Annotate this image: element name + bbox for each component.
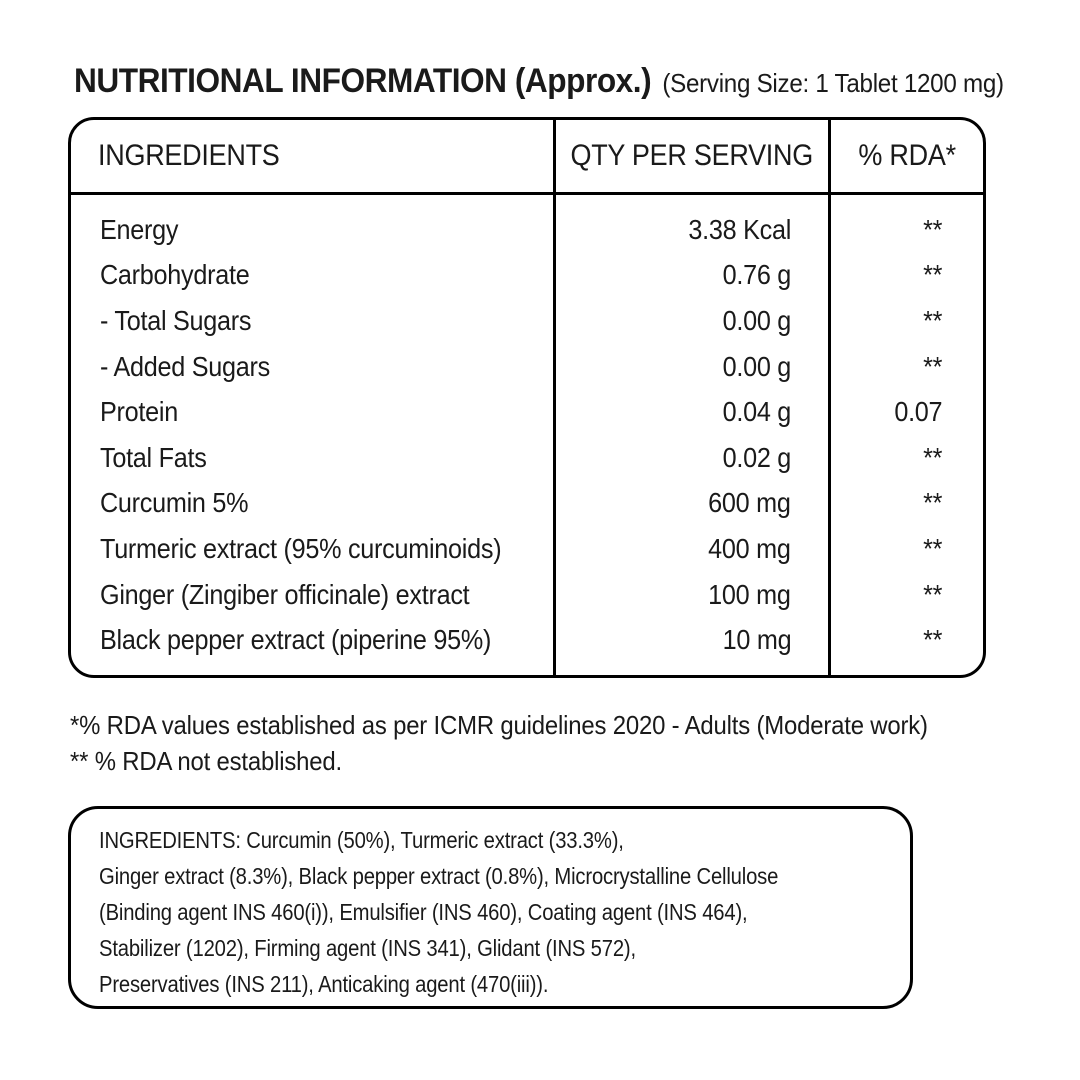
ingredient-cell: Energy: [100, 213, 179, 245]
qty-cell: 0.00 g: [553, 298, 828, 344]
table-spacer: [553, 195, 828, 207]
footnote-rda-established: *% RDA values established as per ICMR guidelines 2020 - Adults (Moderate work): [70, 710, 928, 740]
col-header-qty-per-serving: QTY PER SERVING: [553, 120, 828, 195]
rda-cell: **: [828, 344, 983, 390]
table-spacer: [71, 663, 553, 675]
ingredients-line: (Binding agent INS 460(i)), Emulsifier (INS 460), Coating agent (INS 464),: [99, 899, 748, 925]
qty-cell: 100 mg: [553, 572, 828, 618]
table-spacer: [828, 663, 983, 675]
ingredient-cell: Carbohydrate: [100, 259, 250, 291]
qty-cell: 0.76 g: [553, 253, 828, 299]
rda-cell: 0.07: [828, 389, 983, 435]
ingredients-line: INGREDIENTS: Curcumin (50%), Turmeric extract (33.3%),: [99, 827, 624, 853]
rda-cell: **: [828, 481, 983, 527]
ingredients-box: [68, 806, 913, 1009]
table-spacer: [828, 195, 983, 207]
footnote-rda-not-established: ** % RDA not established.: [70, 746, 342, 776]
qty-cell: 10 mg: [553, 617, 828, 663]
rda-cell: **: [828, 298, 983, 344]
ingredients-line: Ginger extract (8.3%), Black pepper extract (0.8%), Microcrystalline Cellulose: [99, 863, 779, 889]
qty-cell: 0.04 g: [553, 389, 828, 435]
nutrition-table: [68, 117, 986, 678]
ingredient-cell: Black pepper extract (piperine 95%): [100, 624, 492, 656]
ingredient-cell: Turmeric extract (95% curcuminoids): [100, 532, 502, 564]
rda-cell: **: [828, 526, 983, 572]
ingredient-cell: Ginger (Zingiber officinale) extract: [100, 578, 470, 610]
qty-cell: 0.02 g: [553, 435, 828, 481]
qty-cell: 0.00 g: [553, 344, 828, 390]
qty-cell: 3.38 Kcal: [553, 207, 828, 253]
qty-cell: 600 mg: [553, 481, 828, 527]
ingredient-cell: - Added Sugars: [100, 350, 270, 382]
rda-cell: **: [828, 253, 983, 299]
rda-cell: **: [828, 207, 983, 253]
rda-cell: **: [828, 572, 983, 618]
ingredient-cell: Total Fats: [100, 441, 207, 473]
col-header-rda: % RDA*: [828, 120, 983, 195]
rda-cell: **: [828, 617, 983, 663]
title-serving-size: (Serving Size: 1 Tablet 1200 mg): [662, 68, 1004, 98]
table-spacer: [553, 663, 828, 675]
col-header-ingredients: INGREDIENTS: [71, 120, 553, 195]
ingredient-cell: - Total Sugars: [100, 304, 252, 336]
ingredient-cell: Curcumin 5%: [100, 487, 249, 519]
ingredient-cell: Protein: [100, 396, 178, 428]
page-title: [74, 62, 1004, 101]
rda-footnotes: [70, 707, 1002, 779]
ingredients-line: Preservatives (INS 211), Anticaking agent (470(iii)).: [99, 971, 549, 997]
rda-cell: **: [828, 435, 983, 481]
qty-cell: 400 mg: [553, 526, 828, 572]
table-spacer: [71, 195, 553, 207]
title-main: NUTRITIONAL INFORMATION (Approx.): [74, 62, 652, 100]
ingredients-line: Stabilizer (1202), Firming agent (INS 341), Glidant (INS 572),: [99, 935, 636, 961]
